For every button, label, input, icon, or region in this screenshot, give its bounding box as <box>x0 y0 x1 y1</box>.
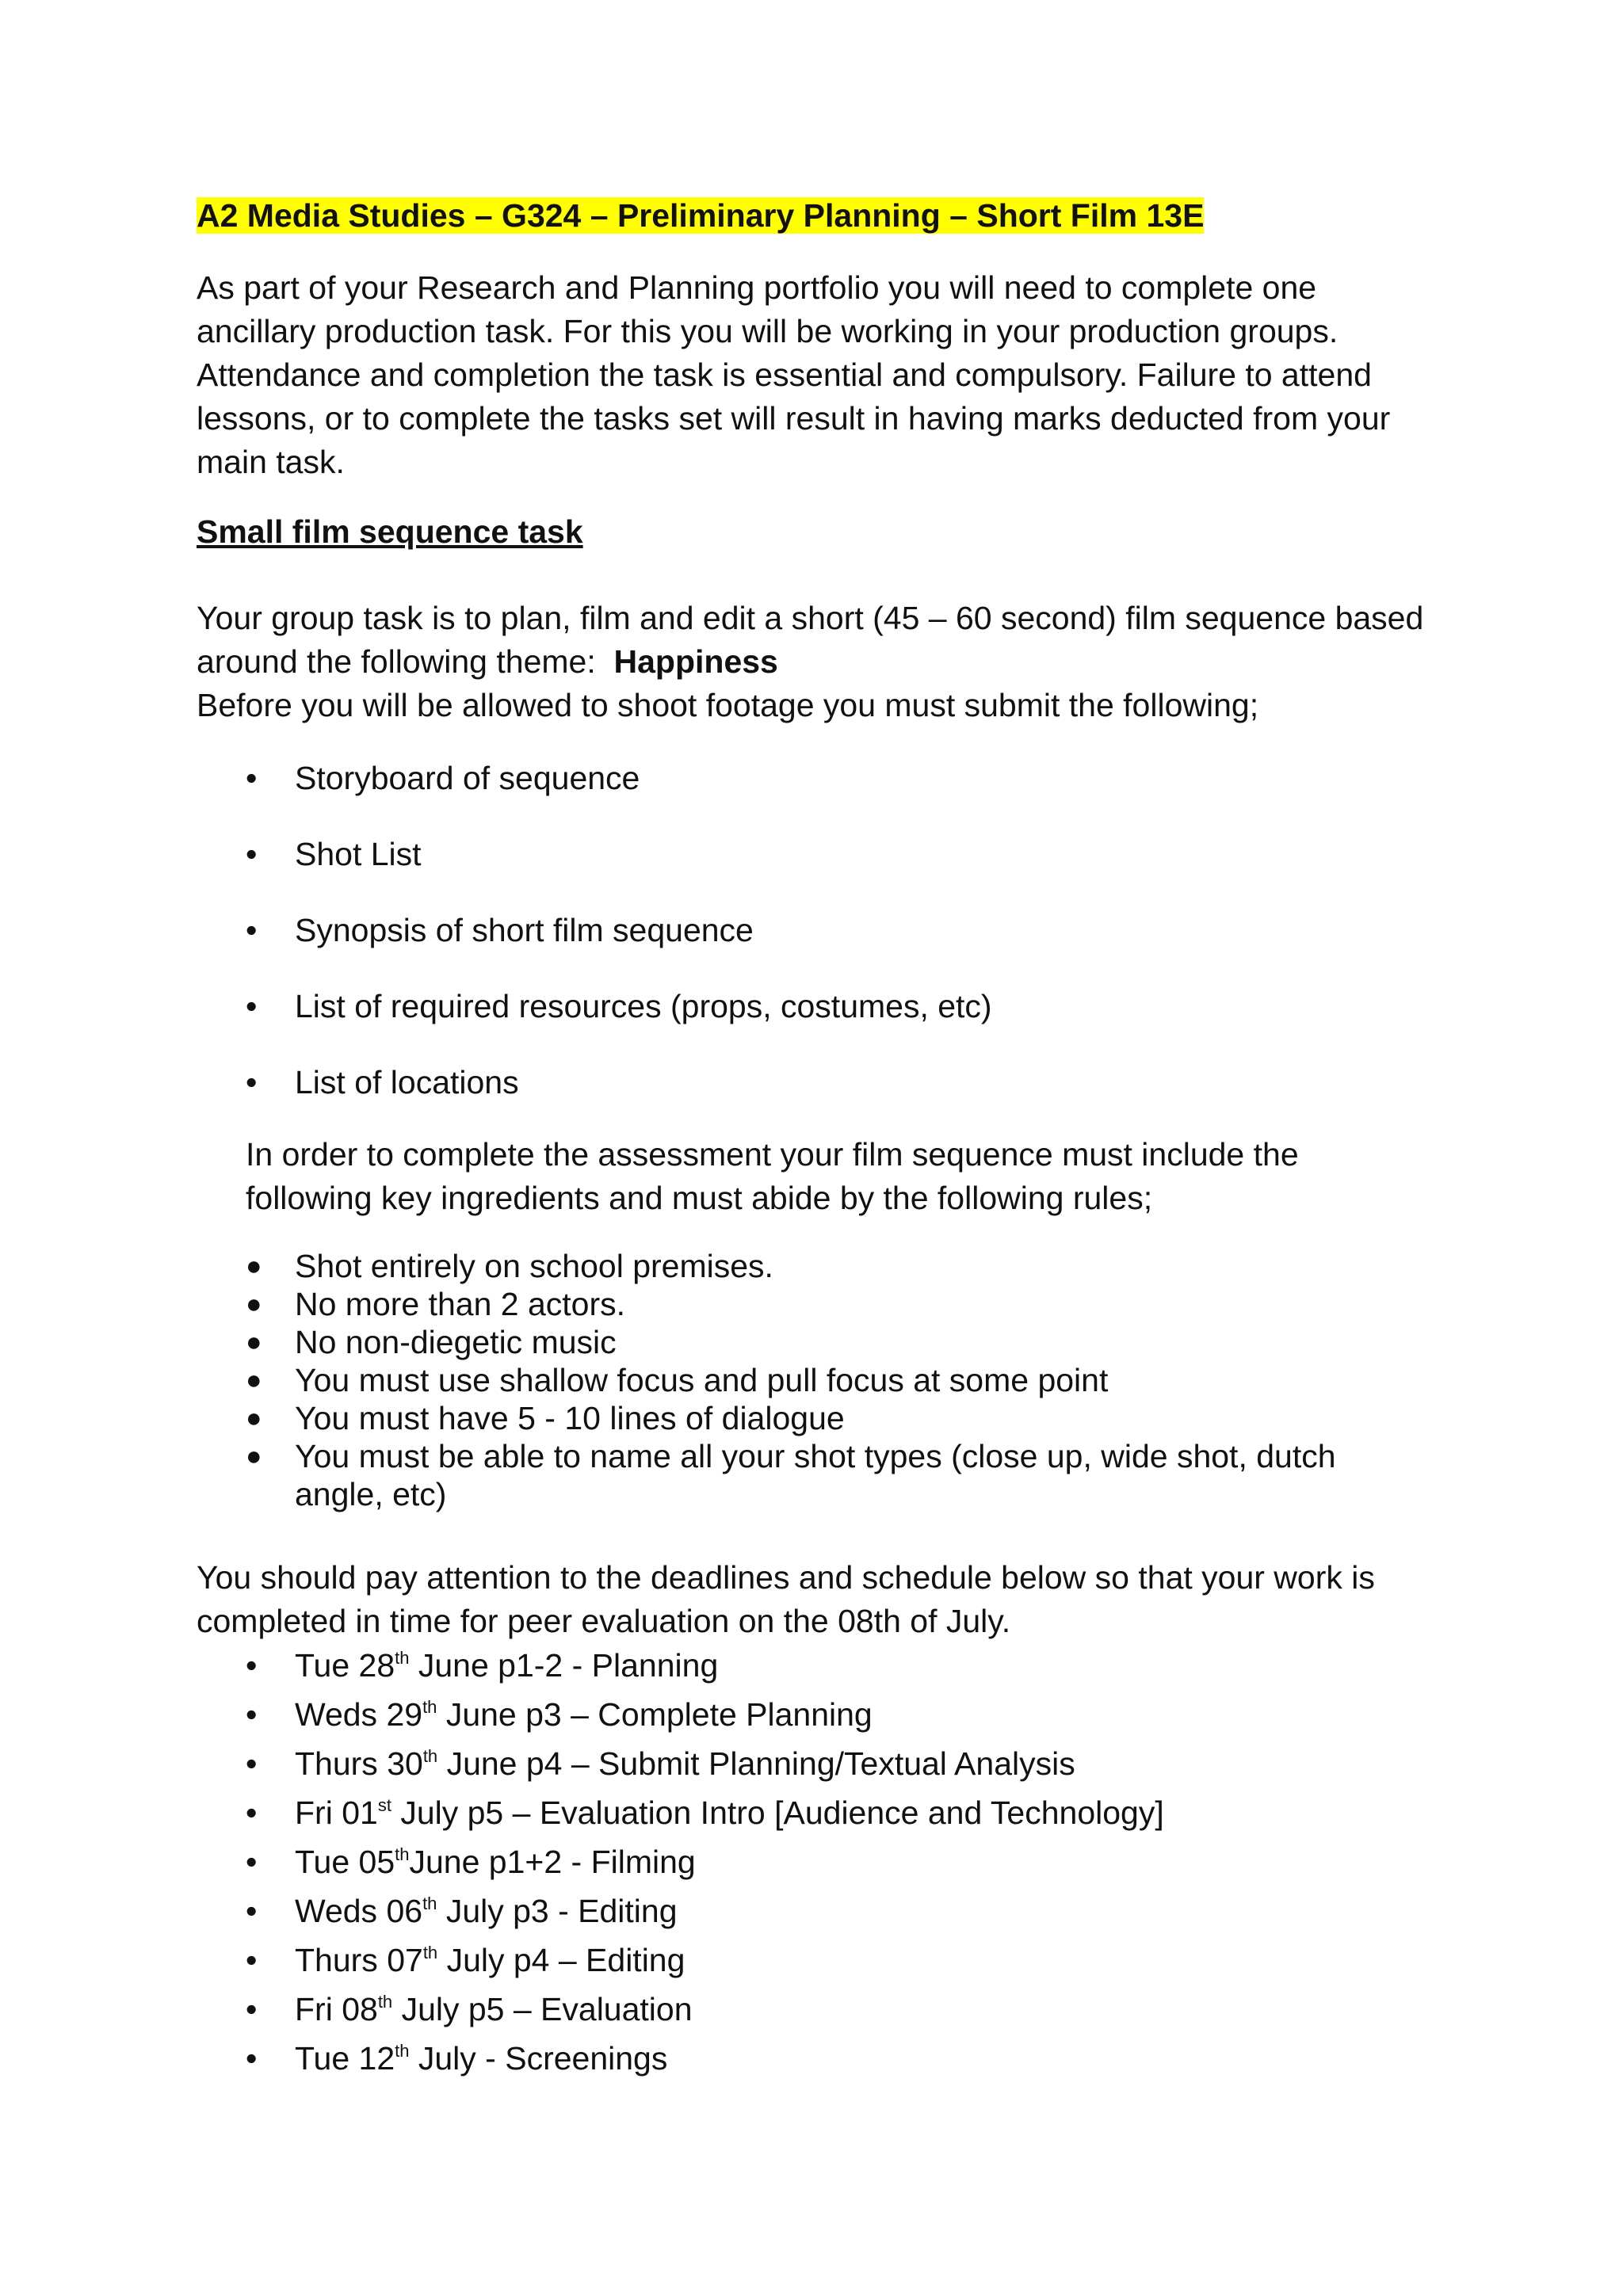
list-item: • Shot List <box>246 833 992 909</box>
list-item: • List of locations <box>246 1061 992 1137</box>
schedule-list <box>246 1644 1164 2086</box>
schedule-item: • Fri 08th July p5 – Evaluation <box>246 1988 1164 2037</box>
deadline-paragraph: You should pay attention to the deadlines and schedule below so that your work is completed in time for peer evaluation on the 08th of July. <box>197 1559 1375 1639</box>
list-item: • Synopsis of short film sequence <box>246 909 992 985</box>
task-description <box>197 597 1433 727</box>
task-line-1: Your group task is to plan, film and edit a short (45 – 60 second) film sequence based around the following theme: <box>197 600 1424 680</box>
list-item: ● No more than 2 actors. <box>246 1285 1395 1323</box>
schedule-item: • Weds 06th July p3 - Editing <box>246 1890 1164 1939</box>
list-item: ● You must have 5 - 10 lines of dialogue <box>246 1399 1395 1437</box>
list-item: ● You must be able to name all your shot types (close up, wide shot, dutch angle, etc) <box>246 1437 1395 1513</box>
schedule-item: • Tue 05thJune p1+2 - Filming <box>246 1840 1164 1890</box>
list-item: ● Shot entirely on school premises. <box>246 1247 1395 1285</box>
schedule-item: • Tue 12th July - Screenings <box>246 2037 1164 2086</box>
schedule-item: • Thurs 07th July p4 – Editing <box>246 1939 1164 1988</box>
list-item: ● No non-diegetic music <box>246 1323 1395 1361</box>
task-line-2: Before you will be allowed to shoot footage you must submit the following; <box>197 687 1259 723</box>
intro-paragraph: As part of your Research and Planning portfolio you will need to complete one ancillary production task. For this you will be working in your production groups. Attendance and completion the task is essential and compulsory. Failure to attend lessons, or to complete the tasks set will result in having marks deducted from your main task. <box>197 269 1391 480</box>
schedule-item: • Fri 01st July p5 – Evaluation Intro [Audience and Technology] <box>246 1791 1164 1840</box>
schedule-item: • Thurs 30th June p4 – Submit Planning/Textual Analysis <box>246 1742 1164 1791</box>
schedule-item: • Weds 29th June p3 – Complete Planning <box>246 1693 1164 1742</box>
list-item: ● You must use shallow focus and pull focus at some point <box>246 1361 1395 1399</box>
document-title <box>197 195 1204 236</box>
task-theme: Happiness <box>613 643 778 680</box>
rules-intro: In order to complete the assessment your film sequence must include the following key ingredients and must abide by the following rules; <box>246 1136 1299 1216</box>
rules-list <box>246 1247 1395 1513</box>
list-item: • List of required resources (props, costumes, etc) <box>246 985 992 1061</box>
title-highlight: A2 Media Studies – G324 – Preliminary Planning – Short Film 13E <box>197 197 1205 234</box>
list-item: • Storyboard of sequence <box>246 757 992 833</box>
schedule-item: • Tue 28th June p1-2 - Planning <box>246 1644 1164 1693</box>
submission-list <box>246 757 992 1137</box>
section-heading: Small film sequence task <box>197 513 583 550</box>
